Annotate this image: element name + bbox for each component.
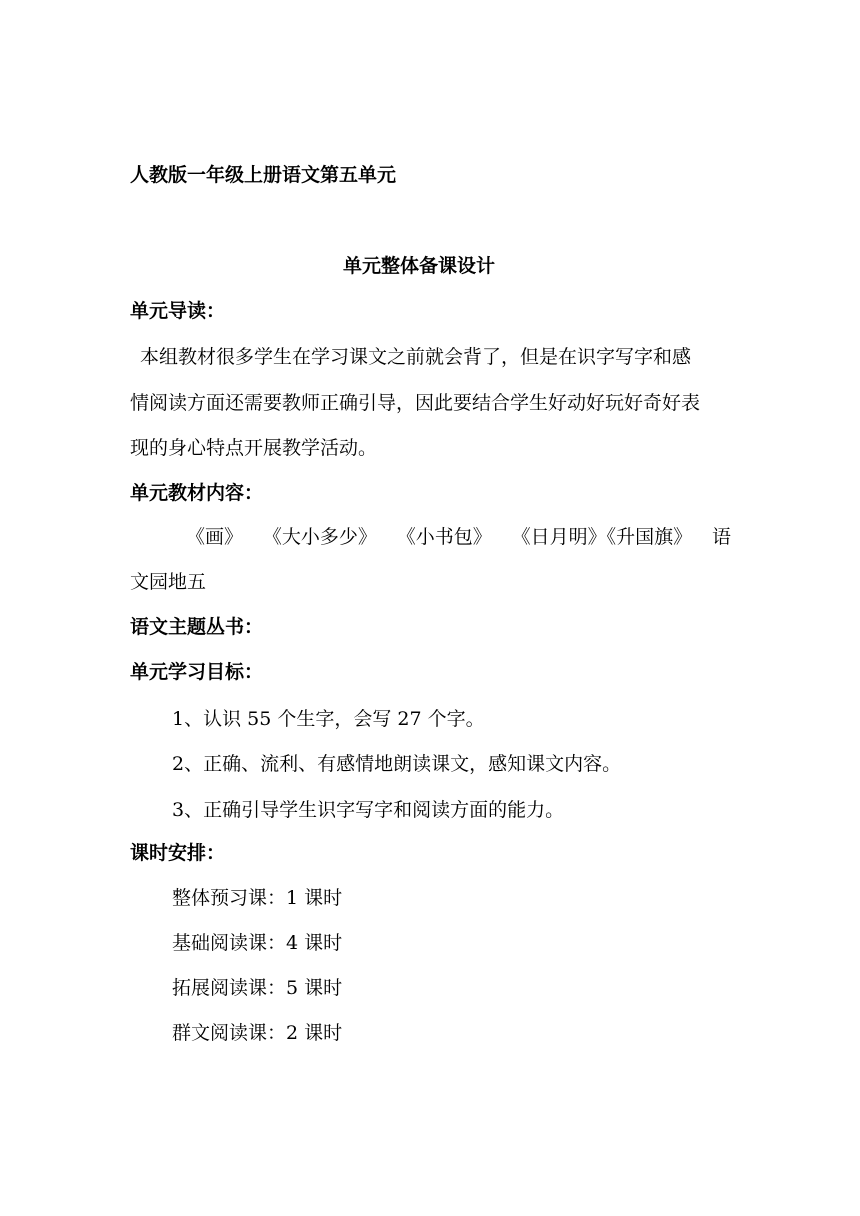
content-item: 《日月明》《升国旗》 (511, 526, 693, 548)
goals-heading: 单元学习目标： (130, 661, 264, 683)
intro-line: 情阅读方面还需要教师正确引导，因此要结合学生好动好玩好奇好表 (130, 392, 701, 414)
content-continuation: 文园地五 (130, 571, 207, 593)
schedule-item: 群文阅读课：2 课时 (172, 1022, 343, 1044)
schedule-item: 整体预习课：1 课时 (172, 887, 343, 909)
intro-line: 本组教材很多学生在学习课文之前就会背了，但是在识字写字和感 (140, 346, 692, 368)
document-title: 单元整体备课设计 (343, 255, 496, 277)
goal-item: 2、正确、流利、有感情地朗读课文，感知课文内容。 (172, 753, 622, 775)
document-header: 人教版一年级上册语文第五单元 (130, 164, 397, 186)
content-heading: 单元教材内容： (130, 482, 264, 504)
content-item: 语 (711, 526, 731, 548)
content-item: 《大小多少》 (262, 526, 377, 548)
schedule-heading: 课时安排： (130, 842, 226, 864)
content-item: 《画》 (186, 526, 244, 548)
intro-line: 现的身心特点开展教学活动。 (130, 437, 378, 459)
content-item: 《小书包》 (396, 526, 492, 548)
series-heading: 语文主题丛书： (130, 616, 264, 638)
schedule-item: 拓展阅读课：5 课时 (172, 977, 343, 999)
goal-item: 1、认识 55 个生字，会写 27 个字。 (172, 708, 485, 730)
goal-item: 3、正确引导学生识字写字和阅读方面的能力。 (172, 799, 565, 821)
content-items-row (186, 522, 731, 549)
schedule-item: 基础阅读课：4 课时 (172, 932, 343, 954)
intro-heading: 单元导读： (130, 300, 226, 322)
